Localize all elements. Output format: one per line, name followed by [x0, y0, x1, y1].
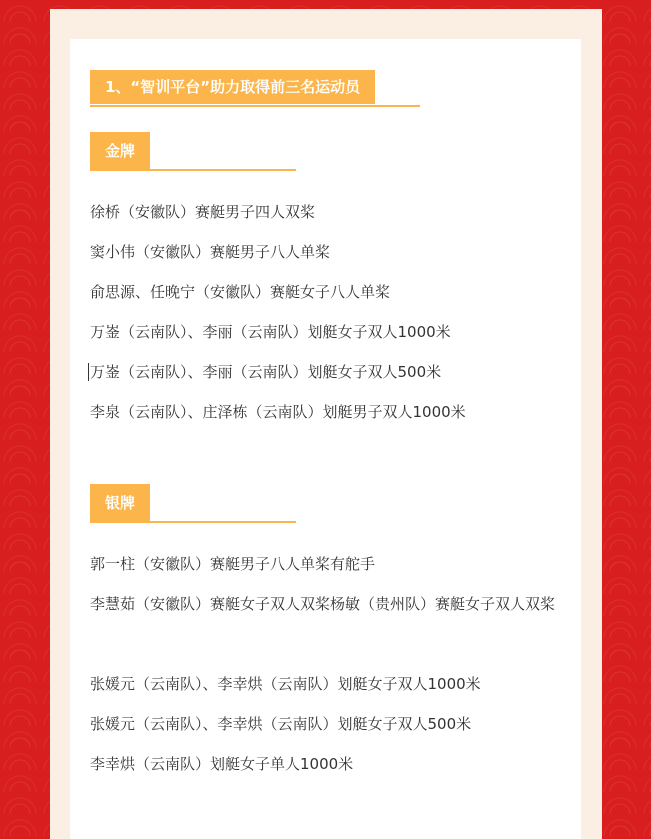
gold-medal-tag: 金牌 — [90, 132, 150, 170]
section-title-underline — [90, 105, 420, 107]
silver-entry: 张媛元（云南队）、李幸烘（云南队）划艇女子双人1000米 — [90, 675, 481, 693]
gold-entry: 万崟（云南队）、李丽（云南队）划艇女子双人1000米 — [90, 323, 451, 341]
gold-entry: 窦小伟（安徽队）赛艇男子八人单桨 — [90, 243, 331, 261]
silver-entry: 李慧茹（安徽队）赛艇女子双人双桨杨敏（贵州队）赛艇女子双人双桨 — [90, 595, 556, 613]
article-outer-card — [50, 9, 602, 839]
silver-entry: 李幸烘（云南队）划艇女子单人1000米 — [90, 755, 354, 773]
silver-entry: 张媛元（云南队）、李幸烘（云南队）划艇女子双人500米 — [90, 715, 472, 733]
gold-entry: 万崟（云南队）、李丽（云南队）划艇女子双人500米 — [90, 363, 442, 381]
silver-entry: 郭一柱（安徽队）赛艇男子八人单桨有舵手 — [90, 555, 376, 573]
silver-medal-underline — [90, 521, 296, 523]
section-title: 1、“智训平台”助力取得前三名运动员 — [90, 70, 375, 104]
gold-entry: 徐桥（安徽队）赛艇男子四人双桨 — [90, 203, 316, 221]
gold-entry: 李泉（云南队）、庄泽栋（云南队）划艇男子双人1000米 — [90, 403, 466, 421]
silver-medal-tag: 银牌 — [90, 484, 150, 522]
text-cursor — [88, 363, 89, 381]
gold-entry: 俞思源、任晚宁（安徽队）赛艇女子八人单桨 — [90, 283, 391, 301]
gold-medal-underline — [90, 169, 296, 171]
article-content-card — [70, 39, 581, 839]
